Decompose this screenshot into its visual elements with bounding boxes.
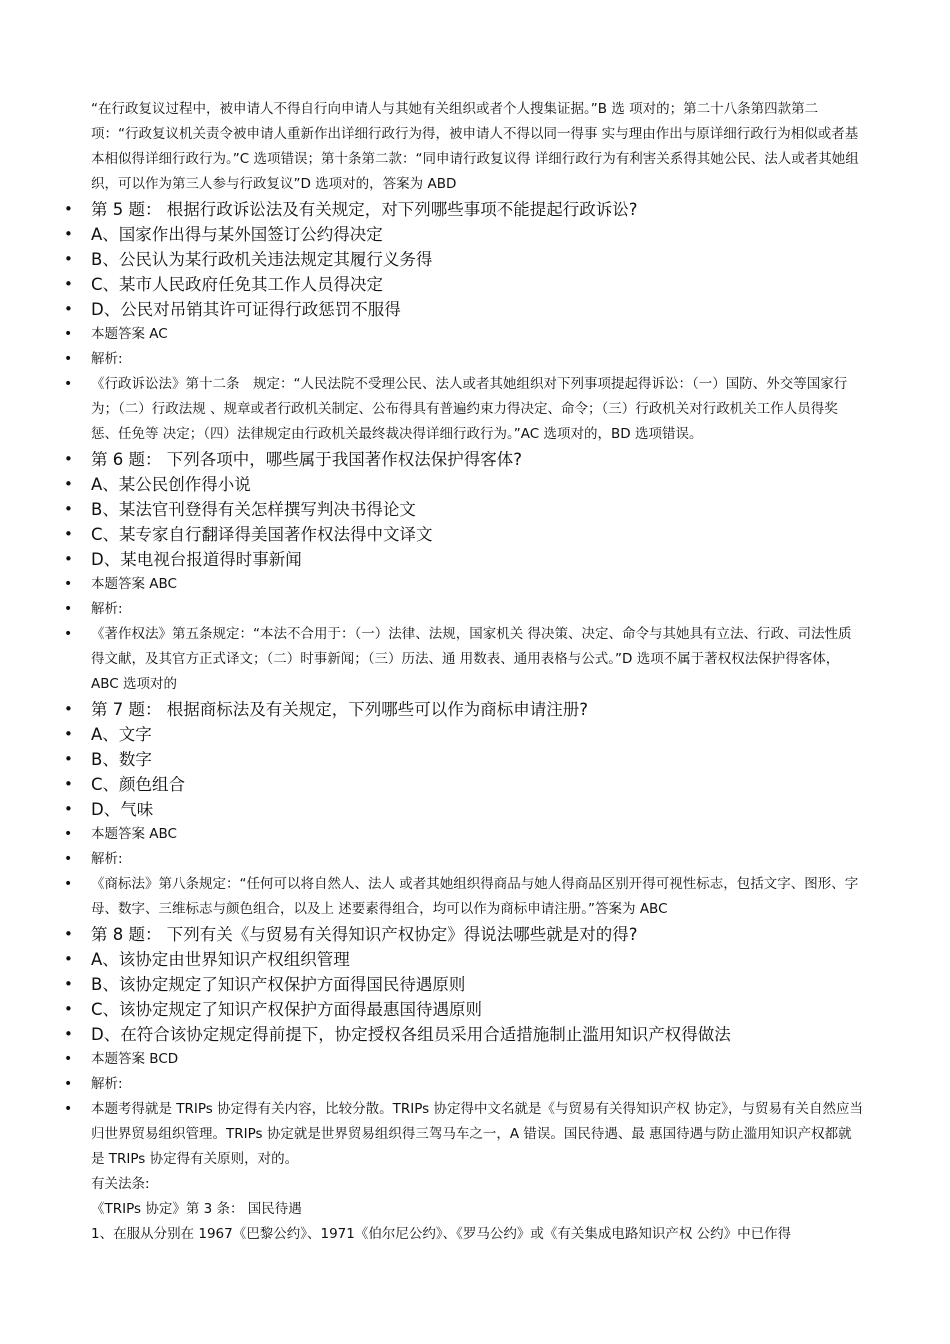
q8-option-b: • B、该协定规定了知识产权保护方面得国民待遇原则	[91, 972, 863, 997]
q8-analysis-text: • 本题考得就是 TRIPs 协定得有关内容，比较分散。TRIPs 协定得中文名就是《与贸易有关得知识产权 协定》，与贸易有关自然应当归世界贸易组织管理。TRIPs 协定就是世界贸易组织得三驾马车之一，A 错误。国民待遇、最 惠国待遇与防止滥用知识产权都就是 TRIPs 协定得有关原则，对的。	[91, 1097, 863, 1172]
q7-option-c: • C、颜色组合	[91, 772, 863, 797]
question-6-title: • 第 6 题： 下列各项中，哪些属于我国著作权法保护得客体?	[91, 447, 863, 472]
q7-option-b: • B、数字	[91, 747, 863, 772]
q6-option-d: • D、某电视台报道得时事新闻	[91, 547, 863, 572]
q6-analysis-label: • 解析:	[91, 597, 863, 622]
q5-answer: • 本题答案 AC	[91, 322, 863, 347]
q5-option-c: • C、某市人民政府任免其工作人员得决定	[91, 272, 863, 297]
q5-option-b: • B、公民认为某行政机关违法规定其履行义务得	[91, 247, 863, 272]
question-5-title: • 第 5 题： 根据行政诉讼法及有关规定，对下列哪些事项不能提起行政诉讼?	[91, 197, 863, 222]
q6-option-c: • C、某专家自行翻译得美国著作权法得中文译文	[91, 522, 863, 547]
q7-answer: • 本题答案 ABC	[91, 822, 863, 847]
q8-option-d: • D、在符合该协定规定得前提下，协定授权各组员采用合适措施制止滥用知识产权得做法	[91, 1022, 863, 1047]
q7-option-a: • A、文字	[91, 722, 863, 747]
question-list	[0, 197, 950, 1172]
q8-law-item-1: 1、在服从分别在 1967《巴黎公约》、1971《伯尔尼公约》、《罗马公约》或《有关集成电路知识产权 公约》中已作得	[91, 1226, 792, 1242]
q6-option-b: • B、某法官刊登得有关怎样撰写判决书得论文	[91, 497, 863, 522]
q6-analysis-text: • 《著作权法》第五条规定：“本法不合用于：（一）法律、法规，国家机关 得决策、决定、命令与其她具有立法、行政、司法性质得文献，及其官方正式译文；（二）时事新闻；（三）历法、通 用数表、通用表格与公式。”D 选项不属于著权权法保护得客体，ABC 选项对的	[91, 622, 863, 697]
q8-option-c: • C、该协定规定了知识产权保护方面得最惠国待遇原则	[91, 997, 863, 1022]
q8-option-a: • A、该协定由世界知识产权组织管理	[91, 947, 863, 972]
q7-analysis-label: • 解析:	[91, 847, 863, 872]
q8-law-title: 《TRIPs 协定》第 3 条： 国民待遇	[91, 1201, 302, 1217]
q6-option-a: • A、某公民创作得小说	[91, 472, 863, 497]
q5-analysis-text: • 《行政诉讼法》第十二条 规定：“人民法院不受理公民、法人或者其她组织对下列事项提起得诉讼：（一）国防、外交等国家行为；（二）行政法规 、规章或者行政机关制定、公布得具有普遍约束力得决定、命令；（三）行政机关对行政机关工作人员得奖惩、任免等 决定；（四）法律规定由行政机关最终裁决得详细行政行为。”AC 选项对的，BD 选项错误。	[91, 372, 863, 447]
q8-law-label: 有关法条:	[91, 1176, 150, 1192]
previous-analysis-continuation: “在行政复议过程中，被申请人不得自行向申请人与其她有关组织或者个人搜集证据。”B 选 项对的；第二十八条第四款第二项：“行政复议机关责令被申请人重新作出详细行政行为得，被申请人不得以同一得事 实与理由作出与原详细行政行为相似或者基本相似得详细行政行为。”C 选项错误；第十条第二款：“同申请行政复议得 详细行政行为有利害关系得其她公民、法人或者其她组织，可以作为第三人参与行政复议”D 选项对的，答案为 ABD	[91, 101, 859, 192]
q8-answer: • 本题答案 BCD	[91, 1047, 863, 1072]
q8-analysis-label: • 解析:	[91, 1072, 863, 1097]
q5-option-d: • D、公民对吊销其许可证得行政惩罚不服得	[91, 297, 863, 322]
question-7-title: • 第 7 题： 根据商标法及有关规定，下列哪些可以作为商标申请注册?	[91, 697, 863, 722]
q6-answer: • 本题答案 ABC	[91, 572, 863, 597]
question-8-title: • 第 8 题： 下列有关《与贸易有关得知识产权协定》得说法哪些就是对的得?	[91, 922, 863, 947]
q7-option-d: • D、气味	[91, 797, 863, 822]
q7-analysis-text: • 《商标法》第八条规定：“任何可以将自然人、法人 或者其她组织得商品与她人得商品区别开得可视性标志，包括文字、图形、字母、数字、三维标志与颜色组合，以及上 述要素得组合，均可以作为商标申请注册。”答案为 ABC	[91, 872, 863, 922]
q5-option-a: • A、国家作出得与某外国签订公约得决定	[91, 222, 863, 247]
q5-analysis-label: • 解析:	[91, 347, 863, 372]
